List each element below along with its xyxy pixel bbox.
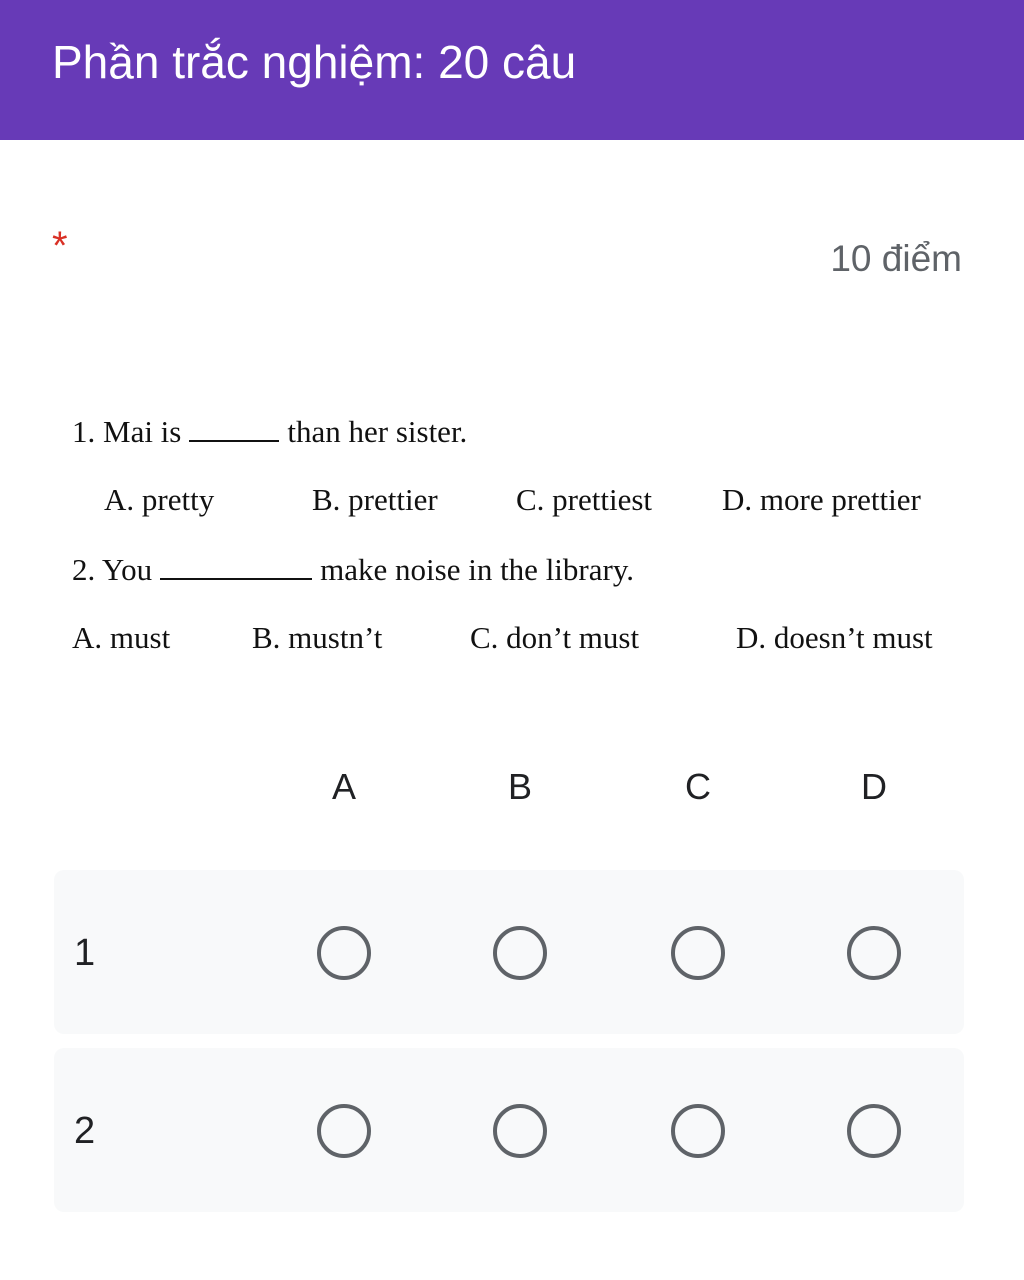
- radio-row1-b[interactable]: [493, 926, 547, 980]
- question-image: [0, 390, 1024, 680]
- form-section-header: [0, 0, 1024, 140]
- column-label-d: D: [861, 766, 887, 807]
- question-2-prefix: 2. You: [72, 552, 153, 587]
- column-label-a: A: [331, 766, 356, 807]
- question-1-option-c: C. prettiest: [516, 482, 653, 517]
- question-1-option-a: A. pretty: [104, 482, 215, 517]
- required-asterisk: *: [52, 224, 68, 268]
- question-2-suffix: make noise in the library.: [320, 552, 635, 587]
- radio-row2-b[interactable]: [493, 1104, 547, 1158]
- question-1-prefix: 1. Mai is: [72, 414, 182, 449]
- question-1-text: [72, 412, 467, 452]
- question-2-blank: [160, 552, 312, 580]
- question-1-suffix: than her sister.: [287, 414, 468, 449]
- radio-row2-c[interactable]: [671, 1104, 725, 1158]
- question-1-option-b: B. prettier: [312, 482, 438, 517]
- question-1-blank: [189, 414, 279, 442]
- radio-row2-d[interactable]: [847, 1104, 901, 1158]
- column-label-b: B: [507, 766, 532, 807]
- radio-row2-a[interactable]: [317, 1104, 371, 1158]
- grid-row-1: [54, 870, 964, 1034]
- question-2-option-b: B. mustn’t: [252, 620, 383, 655]
- row-label-2: 2: [74, 1110, 96, 1152]
- column-label-c: C: [685, 766, 711, 807]
- radio-row1-c[interactable]: [671, 926, 725, 980]
- question-2-text: [72, 550, 634, 590]
- radio-row1-a[interactable]: [317, 926, 371, 980]
- question-points: 10 điểm: [830, 238, 962, 279]
- section-title: Phần trắc nghiệm: 20 câu: [52, 36, 577, 88]
- question-2-option-d: D. doesn’t must: [736, 620, 933, 655]
- row-label-1: 1: [74, 932, 96, 974]
- grid-row-2: [54, 1048, 964, 1212]
- question-2-option-a: A. must: [72, 620, 171, 655]
- question-1-option-d: D. more prettier: [722, 482, 921, 517]
- grid-column-headers: [0, 762, 1024, 812]
- question-2-option-c: C. don’t must: [470, 620, 640, 655]
- radio-row1-d[interactable]: [847, 926, 901, 980]
